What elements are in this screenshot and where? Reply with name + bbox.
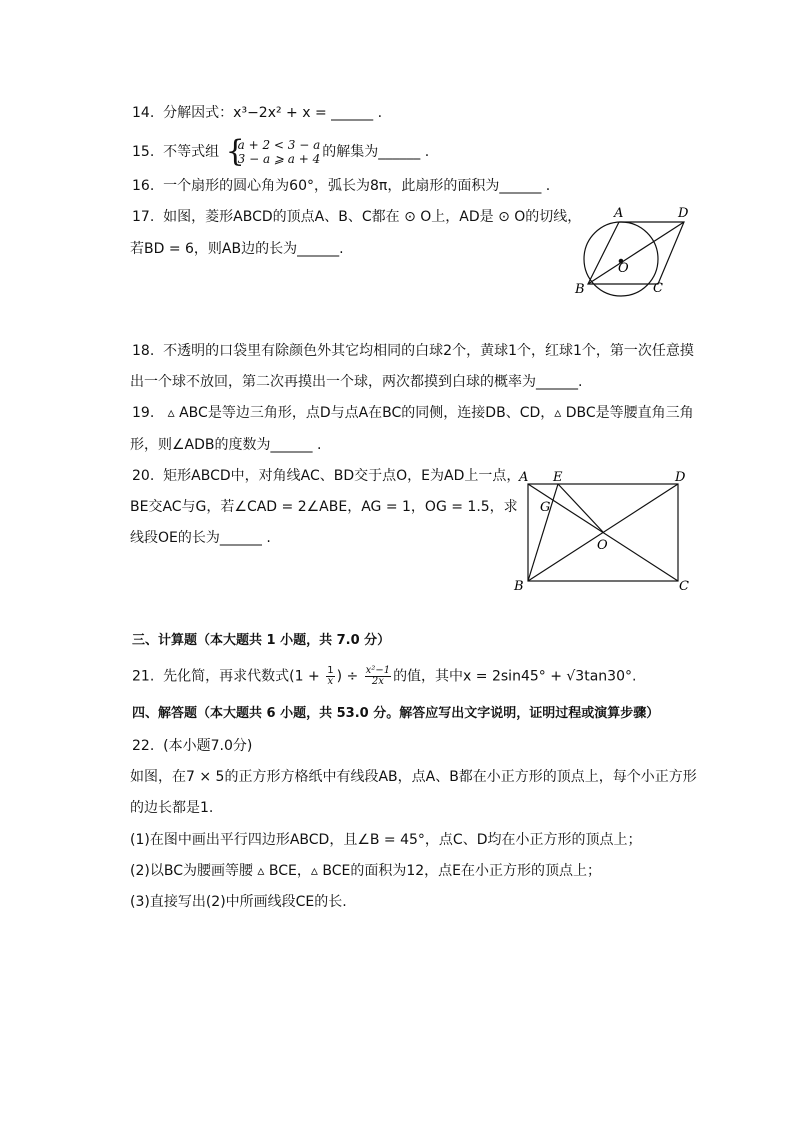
- question-20-number: 20.: [132, 468, 155, 484]
- label-O: O: [597, 538, 608, 553]
- question-20-line-3: 线段OE的长为______ .: [130, 530, 271, 546]
- question-15: [132, 134, 430, 169]
- question-16-text: 一个扇形的圆心角为60°，弧长为8π，此扇形的面积为______ .: [163, 178, 551, 194]
- label-D: D: [678, 206, 689, 221]
- question-22-line-1: 如图，在7 × 5的正方形方格纸中有线段AB，点A、B都在小正方形的顶点上，每个小正方形: [130, 769, 697, 785]
- question-22-part-1: (1)在图中画出平行四边形ABCD，且∠B = 45°，点C、D均在小正方形的顶点上；: [130, 832, 642, 848]
- figure-17-rhombus-circle: [572, 202, 702, 302]
- question-22-part-2: (2)以BC为腰画等腰 ▵ BCE，▵ BCE的面积为12，点E在小正方形的顶点上；: [130, 863, 601, 879]
- label-G: G: [540, 500, 551, 515]
- fraction-1-over-x: [326, 666, 334, 687]
- fraction-1-numerator: 1: [327, 665, 334, 676]
- question-17-line-2: 若BD = 6，则AB边的长为______.: [130, 241, 344, 257]
- question-18-line-1: [132, 341, 694, 361]
- figure-20-rectangle: [512, 466, 696, 594]
- fraction-2-numerator: x²−1: [365, 665, 391, 676]
- question-22-score: (本小题7.0分): [163, 738, 253, 754]
- question-15-prefix: 不等式组: [163, 144, 220, 160]
- label-E: E: [553, 470, 563, 485]
- question-18-number: 18.: [132, 343, 155, 359]
- question-20-line-1: [132, 466, 520, 486]
- question-22-line-2: 的边长都是1.: [130, 800, 214, 816]
- question-20-line-2: BE交AC与G，若∠CAD = 2∠ABE，AG = 1，OG = 1.5，求: [130, 499, 518, 515]
- left-brace: {: [225, 134, 245, 169]
- fraction-1-denominator: x: [327, 676, 334, 687]
- question-18-text-1: 不透明的口袋里有除颜色外其它均相同的白球2个，黄球1个，红球1个，第一次任意摸: [163, 343, 694, 359]
- question-21: [132, 666, 636, 687]
- question-21-pre: 先化简，再求代数式(1 +: [163, 668, 320, 685]
- label-A: A: [519, 470, 529, 485]
- diagonal-bd: [588, 222, 684, 284]
- question-17-text-1: 如图，菱形ABCD的顶点A、B、C都在 ⊙ O上，AD是 ⊙ O的切线，: [163, 209, 582, 225]
- question-14-number: 14.: [132, 105, 155, 121]
- label-A: A: [614, 206, 624, 221]
- question-17-line-1: [132, 207, 581, 227]
- question-22-number: 22.: [132, 738, 155, 754]
- question-20-text-1: 矩形ABCD中，对角线AC、BD交于点O，E为AD上一点，: [163, 468, 521, 484]
- label-O: O: [618, 261, 629, 276]
- question-16-number: 16.: [132, 178, 155, 194]
- question-17-number: 17.: [132, 209, 155, 225]
- question-21-mid: ) ÷: [336, 668, 359, 685]
- question-22-header: [132, 736, 252, 756]
- question-19-line-1: [132, 403, 694, 423]
- fraction-2: [365, 666, 391, 687]
- label-C: C: [653, 281, 663, 296]
- question-15-suffix: 的解集为______ .: [322, 144, 430, 160]
- label-C: C: [679, 579, 689, 594]
- fraction-2-denominator: 2x: [371, 676, 384, 687]
- question-22-part-3: (3)直接写出(2)中所画线段CE的长.: [130, 894, 347, 910]
- question-14-text: 分解因式：x³−2x² + x = ______ .: [163, 105, 383, 121]
- label-B: B: [575, 282, 585, 297]
- question-21-post: 的值，其中x = 2sin45° + √3tan30°.: [393, 668, 637, 685]
- label-B: B: [514, 579, 524, 594]
- question-19-line-2: 形，则∠ADB的度数为______ .: [130, 437, 322, 453]
- question-21-number: 21.: [132, 668, 155, 685]
- question-16: [132, 176, 550, 196]
- question-14: [132, 103, 382, 123]
- question-19-number: 19.: [132, 405, 155, 421]
- inequality-row-2: 3 − a ⩾ a + 4: [237, 152, 321, 166]
- question-15-number: 15.: [132, 144, 155, 160]
- section-3-heading: 三、计算题（本大题共 1 小题，共 7.0 分）: [132, 633, 391, 648]
- inequality-system: [225, 134, 321, 169]
- label-D: D: [675, 470, 686, 485]
- inequality-row-1: a + 2 < 3 − a: [237, 138, 321, 152]
- section-4-heading: 四、解答题（本大题共 6 小题，共 53.0 分。解答应写出文字说明，证明过程或演算步骤）: [132, 706, 660, 721]
- question-19-text-1: ▵ ABC是等边三角形，点D与点A在BC的同侧，连接DB、CD，▵ DBC是等腰直角三角: [167, 405, 694, 421]
- segment-be: [528, 484, 558, 581]
- question-18-line-2: 出一个球不放回，第二次再摸出一个球，两次都摸到白球的概率为______.: [130, 374, 583, 390]
